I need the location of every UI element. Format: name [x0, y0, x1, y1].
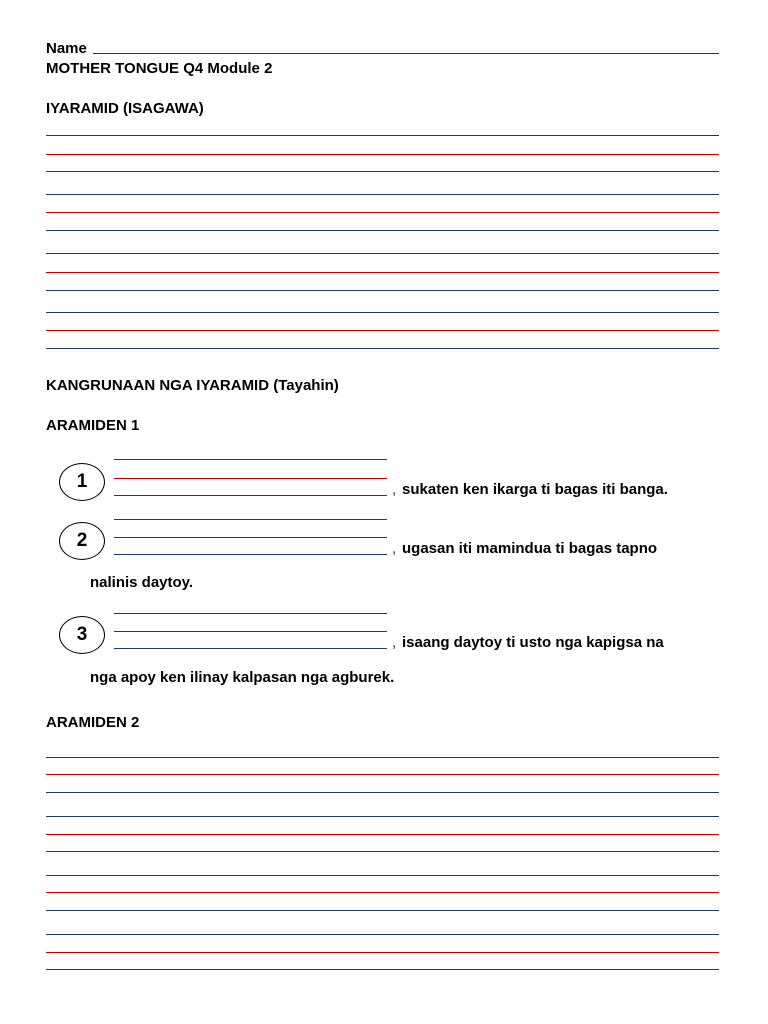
- name-label: Name: [46, 40, 87, 57]
- answer-line-blue[interactable]: [114, 519, 387, 520]
- aramiden2-heading: ARAMIDEN 2: [46, 714, 140, 731]
- item-comma: ,: [392, 540, 397, 557]
- answer-line-blue[interactable]: [114, 648, 387, 649]
- writing-line-blue: [46, 290, 719, 291]
- writing-line-blue: [46, 135, 719, 136]
- item-text: isaang daytoy ti usto nga kapigsa na: [402, 634, 664, 651]
- answer-line-red[interactable]: [114, 631, 387, 632]
- item-number: 2: [76, 530, 88, 551]
- writing-line-red: [46, 952, 719, 953]
- writing-line-blue: [46, 816, 719, 817]
- writing-line-red: [46, 272, 719, 273]
- writing-line-blue: [46, 253, 719, 254]
- answer-line-red[interactable]: [114, 478, 387, 479]
- writing-line-blue: [46, 875, 719, 876]
- answer-line-blue[interactable]: [114, 459, 387, 460]
- item-number: 1: [76, 471, 88, 492]
- writing-line-red: [46, 892, 719, 893]
- item-text-continuation: nga apoy ken ilinay kalpasan nga agburek.: [90, 669, 395, 686]
- module-title: MOTHER TONGUE Q4 Module 2: [46, 60, 273, 77]
- writing-line-blue: [46, 969, 719, 970]
- writing-line-blue: [46, 910, 719, 911]
- writing-line-red: [46, 330, 719, 331]
- writing-line-blue: [46, 934, 719, 935]
- item-number: 3: [76, 624, 88, 645]
- iyaramid-heading: IYARAMID (ISAGAWA): [46, 100, 204, 117]
- item-number-circle: [59, 522, 105, 560]
- writing-line-blue: [46, 171, 719, 172]
- answer-line-blue[interactable]: [114, 495, 387, 496]
- writing-line-blue: [46, 757, 719, 758]
- answer-line-blue[interactable]: [114, 554, 387, 555]
- kangrunaan-heading: KANGRUNAAN NGA IYARAMID (Tayahin): [46, 377, 339, 394]
- writing-line-blue: [46, 792, 719, 793]
- item-text: sukaten ken ikarga ti bagas iti banga.: [402, 481, 668, 498]
- item-text: ugasan iti mamindua ti bagas tapno: [402, 540, 658, 557]
- item-number-circle: [59, 463, 105, 501]
- writing-line-blue: [46, 312, 719, 313]
- writing-line-blue: [46, 851, 719, 852]
- item-number-circle: [59, 616, 105, 654]
- writing-line-red: [46, 212, 719, 213]
- answer-line-red[interactable]: [114, 537, 387, 538]
- name-field-line[interactable]: [93, 53, 719, 54]
- writing-line-red: [46, 774, 719, 775]
- answer-line-blue[interactable]: [114, 613, 387, 614]
- writing-line-blue: [46, 230, 719, 231]
- writing-line-red: [46, 834, 719, 835]
- writing-line-blue: [46, 348, 719, 349]
- item-comma: ,: [392, 634, 397, 651]
- item-comma: ,: [392, 481, 397, 498]
- writing-line-blue: [46, 194, 719, 195]
- item-text-continuation: nalinis daytoy.: [90, 574, 194, 591]
- aramiden1-heading: ARAMIDEN 1: [46, 417, 140, 434]
- writing-line-red: [46, 154, 719, 155]
